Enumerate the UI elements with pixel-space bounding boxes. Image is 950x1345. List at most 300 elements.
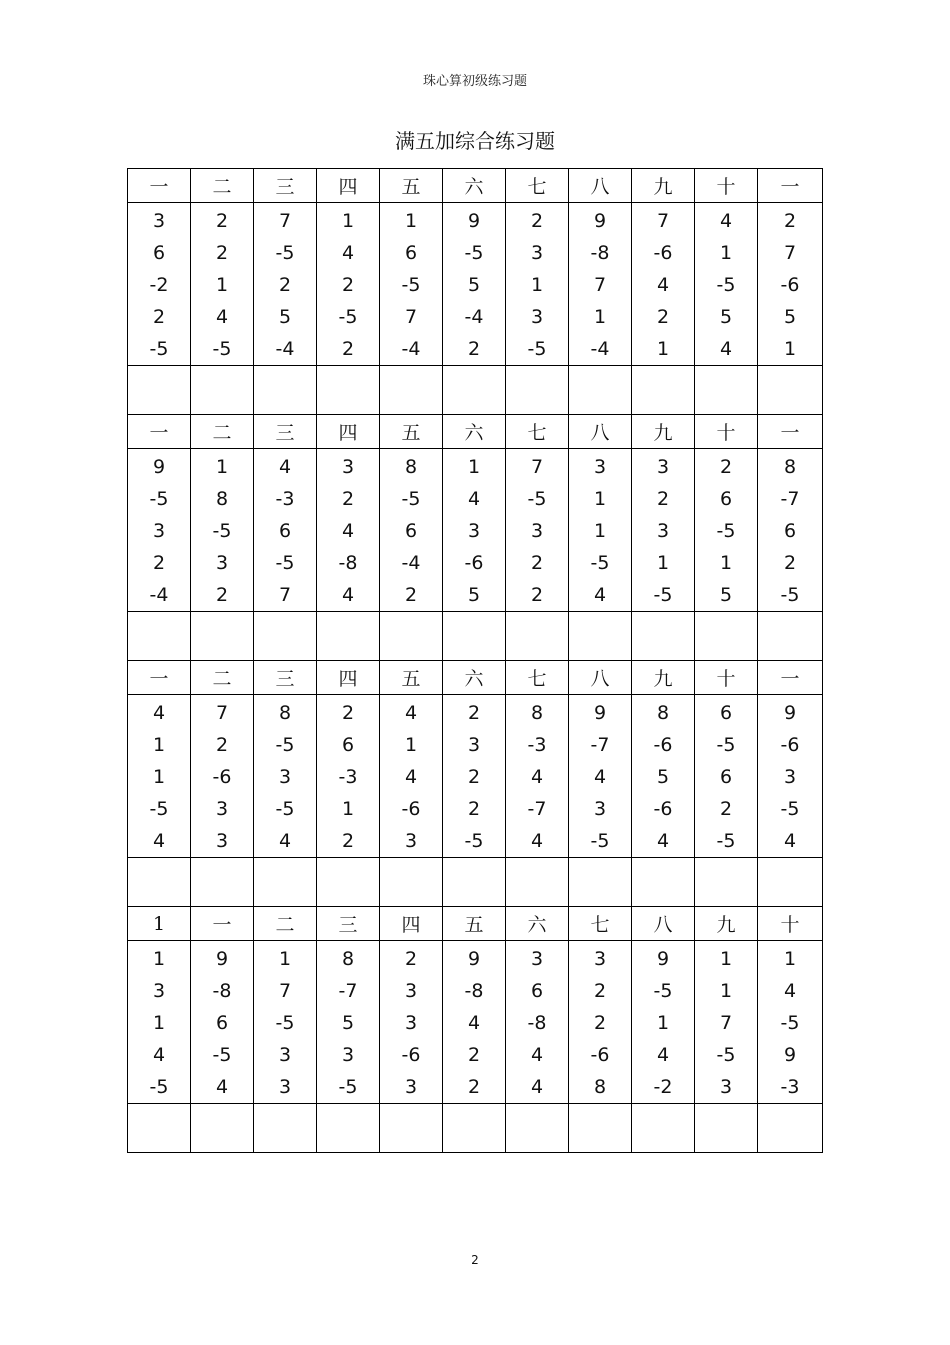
numbers-row — [128, 695, 823, 858]
operand: 9 — [783, 702, 797, 724]
operand: 2 — [467, 1044, 481, 1066]
operand: -6 — [401, 1044, 421, 1066]
answer-cell[interactable] — [695, 858, 758, 907]
operand: -8 — [338, 552, 358, 574]
operand: 4 — [783, 830, 797, 852]
numbers-row — [128, 941, 823, 1104]
problem-numbers — [632, 203, 695, 366]
problem-label: 一 — [758, 415, 823, 449]
operand: 2 — [593, 980, 607, 1002]
operand: 9 — [656, 948, 670, 970]
problem-numbers — [380, 941, 443, 1104]
problem-label: 四 — [317, 661, 380, 695]
operand: 2 — [278, 274, 292, 296]
operand: 3 — [530, 306, 544, 328]
operand: 4 — [278, 456, 292, 478]
operand: 3 — [341, 456, 355, 478]
operand: 4 — [467, 1012, 481, 1034]
operand: 3 — [215, 798, 229, 820]
operand: 3 — [152, 980, 166, 1002]
answer-cell[interactable] — [506, 1104, 569, 1153]
answer-cell[interactable] — [758, 1104, 823, 1153]
problem-label: 八 — [569, 169, 632, 203]
operand: 9 — [215, 948, 229, 970]
operand: 8 — [783, 456, 797, 478]
operand: 3 — [530, 948, 544, 970]
problem-label: 十 — [695, 661, 758, 695]
exercise-table — [127, 414, 823, 661]
label-row — [128, 415, 823, 449]
operand: 5 — [278, 306, 292, 328]
operand: 1 — [593, 520, 607, 542]
answer-cell[interactable] — [632, 612, 695, 661]
answer-cell[interactable] — [758, 612, 823, 661]
operand: 7 — [530, 456, 544, 478]
answer-row — [128, 612, 823, 661]
problem-label: 三 — [254, 169, 317, 203]
operand: -7 — [338, 980, 358, 1002]
answer-cell[interactable] — [317, 612, 380, 661]
operand: 9 — [467, 210, 481, 232]
problem-numbers — [695, 203, 758, 366]
operand: 4 — [467, 488, 481, 510]
problem-numbers — [506, 449, 569, 612]
operand: 5 — [719, 584, 733, 606]
problem-label: 八 — [569, 415, 632, 449]
operand: -5 — [653, 584, 673, 606]
operand: -5 — [401, 488, 421, 510]
operand: -5 — [149, 1076, 169, 1098]
operand: 3 — [530, 520, 544, 542]
problem-numbers — [506, 203, 569, 366]
answer-cell[interactable] — [569, 1104, 632, 1153]
operand: 9 — [593, 210, 607, 232]
answer-row — [128, 858, 823, 907]
operand: -5 — [275, 1012, 295, 1034]
operand: 2 — [341, 702, 355, 724]
operand: -6 — [653, 798, 673, 820]
answer-cell[interactable] — [443, 366, 506, 415]
running-header: 珠心算初级练习题 — [422, 74, 527, 89]
operand: 7 — [719, 1012, 733, 1034]
operand: -6 — [780, 274, 800, 296]
answer-cell[interactable] — [443, 858, 506, 907]
operand: 3 — [467, 734, 481, 756]
operand: -5 — [275, 734, 295, 756]
operand: 8 — [215, 488, 229, 510]
exercise-table — [127, 168, 823, 415]
operand: 2 — [341, 830, 355, 852]
answer-cell[interactable] — [191, 366, 254, 415]
answer-cell[interactable] — [128, 366, 191, 415]
operand: 5 — [467, 274, 481, 296]
problem-label: 一 — [758, 169, 823, 203]
problem-numbers — [128, 203, 191, 366]
problem-numbers — [128, 941, 191, 1104]
operand: 3 — [593, 456, 607, 478]
answer-cell[interactable] — [191, 612, 254, 661]
exercise-block — [127, 168, 822, 415]
operand: -6 — [401, 798, 421, 820]
answer-cell[interactable] — [443, 1104, 506, 1153]
problem-numbers — [254, 449, 317, 612]
answer-cell[interactable] — [506, 366, 569, 415]
answer-cell[interactable] — [632, 1104, 695, 1153]
operand: -5 — [527, 488, 547, 510]
operand: -6 — [653, 242, 673, 264]
problem-label: 二 — [191, 661, 254, 695]
problem-numbers — [128, 449, 191, 612]
operand: 6 — [719, 702, 733, 724]
operand: -5 — [780, 798, 800, 820]
operand: 1 — [404, 210, 418, 232]
operand: 8 — [278, 702, 292, 724]
operand: -5 — [716, 520, 736, 542]
operand: 3 — [530, 242, 544, 264]
operand: 2 — [593, 1012, 607, 1034]
operand: 4 — [341, 242, 355, 264]
answer-cell[interactable] — [317, 1104, 380, 1153]
operand: -4 — [464, 306, 484, 328]
answer-cell[interactable] — [254, 858, 317, 907]
problem-numbers — [191, 203, 254, 366]
problem-numbers — [380, 449, 443, 612]
answer-cell[interactable] — [128, 858, 191, 907]
operand: 2 — [215, 242, 229, 264]
problem-numbers — [317, 941, 380, 1104]
problem-label: 六 — [506, 907, 569, 941]
problem-label: 五 — [380, 169, 443, 203]
operand: -4 — [590, 338, 610, 360]
problem-label: 1 — [128, 907, 191, 941]
operand: 4 — [341, 520, 355, 542]
operand: -3 — [780, 1076, 800, 1098]
answer-cell[interactable] — [380, 612, 443, 661]
answer-cell[interactable] — [695, 366, 758, 415]
operand: 9 — [467, 948, 481, 970]
operand: 5 — [783, 306, 797, 328]
answer-cell[interactable] — [128, 1104, 191, 1153]
operand: 4 — [278, 830, 292, 852]
operand: 2 — [656, 306, 670, 328]
answer-cell[interactable] — [632, 858, 695, 907]
operand: 7 — [215, 702, 229, 724]
label-row — [128, 907, 823, 941]
operand: -7 — [780, 488, 800, 510]
operand: 2 — [530, 552, 544, 574]
exercise-block — [127, 906, 822, 1153]
problem-label: 八 — [632, 907, 695, 941]
problem-label: 五 — [380, 661, 443, 695]
operand: -7 — [590, 734, 610, 756]
problem-numbers — [191, 695, 254, 858]
problem-numbers — [758, 941, 823, 1104]
exercise-block — [127, 414, 822, 661]
operand: 6 — [341, 734, 355, 756]
operand: 3 — [404, 1012, 418, 1034]
operand: 4 — [404, 702, 418, 724]
problem-label: 二 — [191, 415, 254, 449]
operand: 2 — [783, 552, 797, 574]
operand: 1 — [152, 734, 166, 756]
operand: 4 — [530, 1076, 544, 1098]
answer-cell[interactable] — [380, 1104, 443, 1153]
problem-label: 七 — [506, 661, 569, 695]
operand: -6 — [212, 766, 232, 788]
answer-cell[interactable] — [254, 612, 317, 661]
operand: -5 — [275, 798, 295, 820]
operand: -5 — [527, 338, 547, 360]
operand: 1 — [719, 552, 733, 574]
operand: 1 — [404, 734, 418, 756]
answer-cell[interactable] — [758, 858, 823, 907]
answer-cell[interactable] — [317, 366, 380, 415]
operand: -7 — [527, 798, 547, 820]
operand: 7 — [278, 210, 292, 232]
operand: 8 — [341, 948, 355, 970]
answer-cell[interactable] — [569, 612, 632, 661]
operand: 5 — [341, 1012, 355, 1034]
operand: -3 — [338, 766, 358, 788]
answer-cell[interactable] — [191, 858, 254, 907]
operand: 6 — [152, 242, 166, 264]
operand: 2 — [656, 488, 670, 510]
problem-label: 一 — [191, 907, 254, 941]
problem-label: 四 — [317, 169, 380, 203]
operand: 2 — [467, 766, 481, 788]
operand: 1 — [719, 980, 733, 1002]
operand: 4 — [530, 766, 544, 788]
operand: 2 — [530, 584, 544, 606]
operand: 3 — [278, 1076, 292, 1098]
operand: 1 — [215, 456, 229, 478]
operand: 1 — [719, 948, 733, 970]
problem-numbers — [191, 449, 254, 612]
operand: -5 — [590, 552, 610, 574]
problem-numbers — [569, 695, 632, 858]
problem-label: 九 — [632, 169, 695, 203]
problem-label: 七 — [506, 169, 569, 203]
operand: -5 — [212, 1044, 232, 1066]
operand: 3 — [656, 456, 670, 478]
operand: -5 — [149, 488, 169, 510]
problem-label: 四 — [380, 907, 443, 941]
operand: -5 — [653, 980, 673, 1002]
operand: -5 — [212, 520, 232, 542]
operand: -5 — [716, 830, 736, 852]
operand: -2 — [653, 1076, 673, 1098]
operand: 1 — [719, 242, 733, 264]
answer-cell[interactable] — [254, 366, 317, 415]
problem-numbers — [758, 695, 823, 858]
operand: 1 — [152, 766, 166, 788]
problem-label: 八 — [569, 661, 632, 695]
answer-cell[interactable] — [443, 612, 506, 661]
problem-numbers — [317, 449, 380, 612]
operand: 4 — [719, 210, 733, 232]
operand: 2 — [215, 584, 229, 606]
problem-numbers — [569, 941, 632, 1104]
problem-numbers — [758, 203, 823, 366]
operand: 2 — [341, 274, 355, 296]
exercise-sheet — [127, 168, 822, 1141]
problem-numbers — [254, 695, 317, 858]
operand: -5 — [401, 274, 421, 296]
operand: 6 — [783, 520, 797, 542]
operand: 2 — [152, 306, 166, 328]
problem-numbers — [632, 695, 695, 858]
operand: -5 — [275, 552, 295, 574]
operand: 9 — [783, 1044, 797, 1066]
operand: -8 — [590, 242, 610, 264]
operand: 2 — [467, 798, 481, 820]
problem-numbers — [380, 695, 443, 858]
problem-label: 十 — [758, 907, 823, 941]
exercise-block — [127, 660, 822, 907]
operand: -2 — [149, 274, 169, 296]
answer-cell[interactable] — [191, 1104, 254, 1153]
label-row — [128, 661, 823, 695]
operand: -5 — [149, 798, 169, 820]
operand: 3 — [215, 830, 229, 852]
operand: 5 — [467, 584, 481, 606]
answer-cell[interactable] — [632, 366, 695, 415]
operand: 2 — [404, 584, 418, 606]
operand: 7 — [278, 584, 292, 606]
operand: -6 — [780, 734, 800, 756]
operand: 4 — [530, 830, 544, 852]
answer-cell[interactable] — [569, 858, 632, 907]
problem-numbers — [191, 941, 254, 1104]
operand: -5 — [716, 1044, 736, 1066]
operand: 2 — [467, 338, 481, 360]
operand: -8 — [212, 980, 232, 1002]
operand: -5 — [275, 242, 295, 264]
operand: 4 — [593, 584, 607, 606]
operand: -5 — [464, 830, 484, 852]
operand: 6 — [215, 1012, 229, 1034]
operand: 3 — [404, 830, 418, 852]
answer-cell[interactable] — [254, 1104, 317, 1153]
problem-numbers — [506, 941, 569, 1104]
operand: 3 — [656, 520, 670, 542]
operand: 3 — [152, 520, 166, 542]
operand: 6 — [404, 242, 418, 264]
answer-cell[interactable] — [317, 858, 380, 907]
operand: -5 — [716, 274, 736, 296]
operand: 2 — [215, 210, 229, 232]
problem-numbers — [695, 695, 758, 858]
operand: -4 — [401, 552, 421, 574]
problem-label: 三 — [317, 907, 380, 941]
operand: 3 — [593, 948, 607, 970]
operand: 4 — [783, 980, 797, 1002]
operand: 2 — [152, 552, 166, 574]
operand: 1 — [341, 210, 355, 232]
answer-cell[interactable] — [506, 858, 569, 907]
problem-numbers — [317, 695, 380, 858]
problem-numbers — [443, 695, 506, 858]
operand: 1 — [152, 1012, 166, 1034]
operand: -5 — [338, 1076, 358, 1098]
operand: -6 — [653, 734, 673, 756]
problem-label: 十 — [695, 169, 758, 203]
answer-cell[interactable] — [569, 366, 632, 415]
operand: 1 — [467, 456, 481, 478]
operand: 2 — [215, 734, 229, 756]
operand: 8 — [530, 702, 544, 724]
problem-numbers — [695, 449, 758, 612]
answer-cell[interactable] — [695, 1104, 758, 1153]
operand: 6 — [404, 520, 418, 542]
operand: 2 — [467, 1076, 481, 1098]
operand: -8 — [527, 1012, 547, 1034]
problem-label: 一 — [758, 661, 823, 695]
operand: 9 — [593, 702, 607, 724]
operand: 3 — [341, 1044, 355, 1066]
answer-cell[interactable] — [380, 858, 443, 907]
answer-cell[interactable] — [758, 366, 823, 415]
problem-numbers — [632, 449, 695, 612]
operand: -5 — [338, 306, 358, 328]
problem-label: 二 — [191, 169, 254, 203]
operand: -3 — [527, 734, 547, 756]
operand: 2 — [404, 948, 418, 970]
exercise-table — [127, 660, 823, 907]
operand: 2 — [719, 456, 733, 478]
operand: 2 — [719, 798, 733, 820]
problem-numbers — [569, 203, 632, 366]
operand: 5 — [656, 766, 670, 788]
problem-numbers — [632, 941, 695, 1104]
problem-label: 九 — [632, 661, 695, 695]
operand: -4 — [401, 338, 421, 360]
answer-cell[interactable] — [506, 612, 569, 661]
operand: 3 — [593, 798, 607, 820]
problem-label: 九 — [632, 415, 695, 449]
answer-cell[interactable] — [380, 366, 443, 415]
operand: 1 — [530, 274, 544, 296]
operand: 6 — [278, 520, 292, 542]
operand: 4 — [719, 338, 733, 360]
operand: 1 — [215, 274, 229, 296]
operand: 4 — [215, 1076, 229, 1098]
operand: 2 — [783, 210, 797, 232]
operand: 1 — [152, 948, 166, 970]
operand: 3 — [467, 520, 481, 542]
operand: 3 — [278, 1044, 292, 1066]
operand: 4 — [656, 830, 670, 852]
answer-cell[interactable] — [695, 612, 758, 661]
operand: -5 — [780, 1012, 800, 1034]
problem-numbers — [443, 941, 506, 1104]
problem-label: 三 — [254, 661, 317, 695]
operand: 2 — [467, 702, 481, 724]
operand: 4 — [593, 766, 607, 788]
operand: 2 — [530, 210, 544, 232]
operand: -8 — [464, 980, 484, 1002]
problem-numbers — [506, 695, 569, 858]
operand: 1 — [593, 488, 607, 510]
operand: 1 — [656, 552, 670, 574]
operand: 4 — [152, 830, 166, 852]
operand: -4 — [149, 584, 169, 606]
problem-label: 六 — [443, 415, 506, 449]
label-row — [128, 169, 823, 203]
problem-label: 七 — [506, 415, 569, 449]
answer-cell[interactable] — [128, 612, 191, 661]
operand: 4 — [656, 274, 670, 296]
